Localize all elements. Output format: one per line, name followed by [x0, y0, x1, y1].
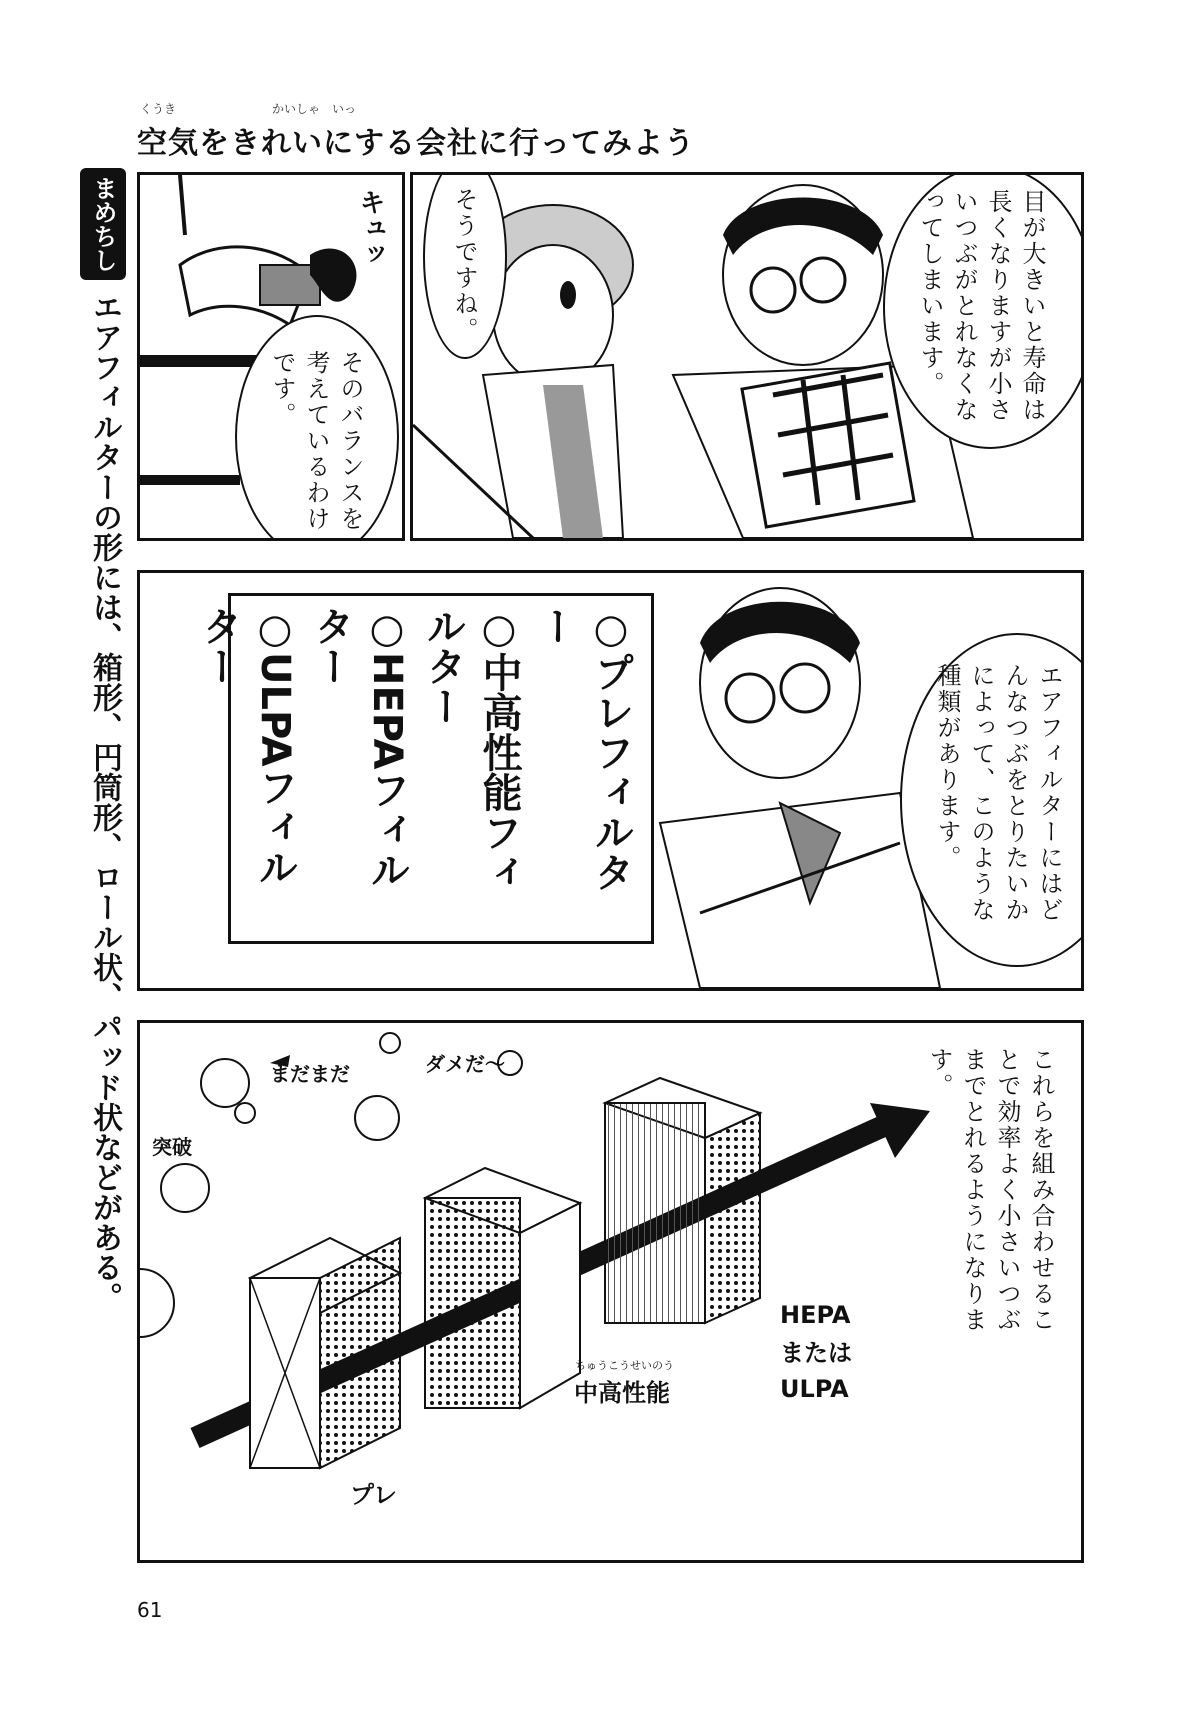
header-ruby: くうき かいしゃ いっ — [140, 102, 357, 116]
label-mid: 中高性能 — [574, 1379, 670, 1407]
speech-man-types: エアフィルターにはどんなつぶをとりたいかによって、このような種類があります。 — [933, 663, 1063, 923]
sfx-toppa: 突破 — [152, 1135, 192, 1159]
label-pre: プレ — [350, 1481, 398, 1509]
label-ulpa: ULPA — [780, 1375, 849, 1403]
speech-man: 目が大きいと寿命は長くなりますが小さいつぶがとれなくなってしまいます。 — [916, 189, 1046, 423]
page-number: 61 — [137, 1598, 163, 1622]
filter-item-hepa: ○HEPAフィルター — [308, 606, 410, 890]
label-or: または — [780, 1339, 852, 1367]
filter-item-ulpa: ○ULPAフィルター — [196, 606, 298, 887]
filter-item-mid: ○中高性能フィルター — [420, 606, 522, 892]
sfx-madamada: まだまだ — [270, 1062, 350, 1086]
sfx-kyu: キュッ — [355, 189, 385, 267]
trivia-tag: まめちしき — [80, 168, 126, 280]
panel-3 — [137, 570, 1084, 991]
trivia-text: エアフィルターの形には、箱形、円筒形、ロール状、パッド状などがある。 — [87, 292, 122, 1312]
speech-boy: そうですね。 — [450, 187, 478, 343]
panel-1 — [137, 172, 405, 541]
panel-4 — [137, 1020, 1084, 1563]
label-hepa: HEPA — [780, 1301, 851, 1329]
panel-2 — [410, 172, 1084, 541]
label-mid-ruby: ちゅうこうせいのう — [575, 1359, 674, 1372]
filter-item-pre: ○プレフィルター — [532, 606, 634, 892]
speech-combine: これらを組み合わせることで効率よく小さいつぶまでとれるようになります。 — [925, 1047, 1055, 1333]
sfx-dameda: ダメだ〜 — [425, 1052, 505, 1076]
page-title: 空気をきれいにする会社に行ってみよう — [137, 126, 695, 161]
speech-balance: そのバランスを考えているわけです。 — [268, 350, 364, 532]
